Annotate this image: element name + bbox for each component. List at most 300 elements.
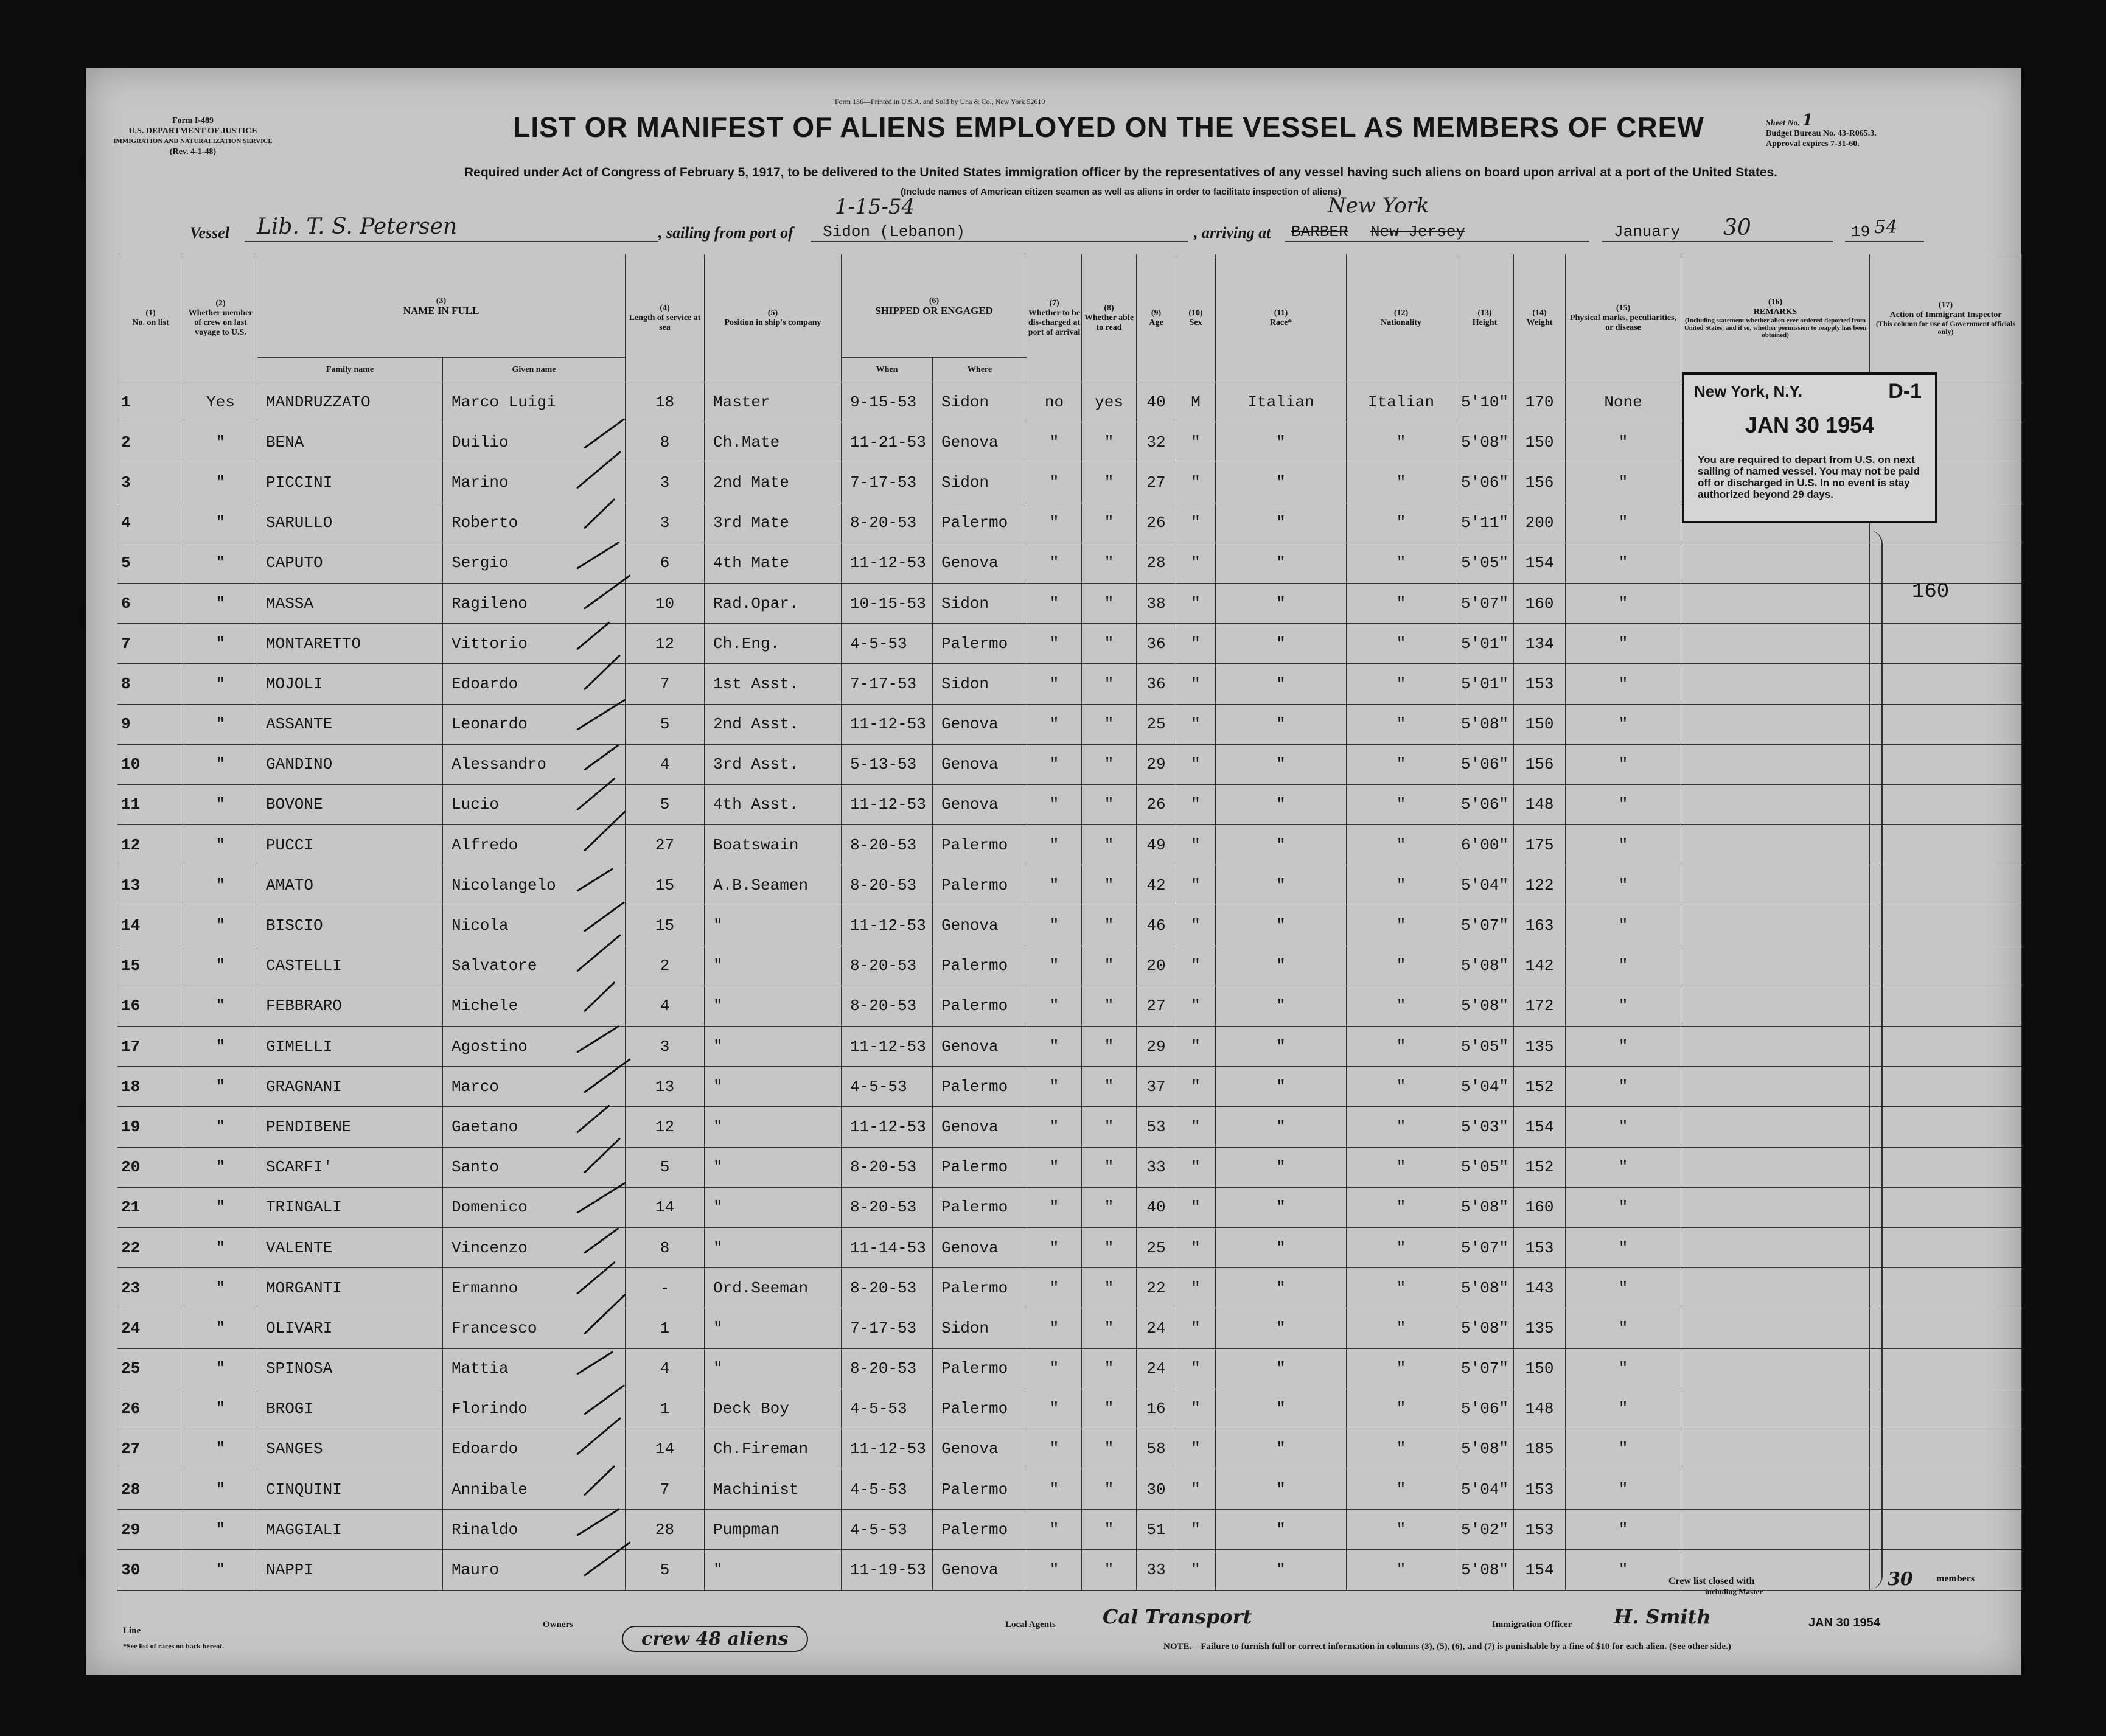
arrival-year: 54 (1874, 217, 1898, 238)
cell-race: " (1216, 905, 1347, 946)
cell-position: " (705, 1027, 842, 1067)
col-number: (12) (1393, 308, 1409, 318)
cell-nationality: " (1347, 543, 1456, 583)
cell-able-to-read: " (1082, 624, 1137, 664)
cell-length-of-service: 7 (626, 664, 705, 704)
cell-position: Rad.Opar. (705, 583, 842, 623)
cell-family-name: PENDIBENE (257, 1107, 443, 1147)
cell-weight: 154 (1514, 1107, 1566, 1147)
cell-given-name: Alfredo (443, 825, 626, 865)
cell-physical-marks: " (1566, 583, 1681, 623)
cell-race: " (1216, 543, 1347, 583)
cell-family-name: BROGI (257, 1389, 443, 1429)
cell-height: 5'05" (1456, 543, 1514, 583)
cell-shipped-where: Palermo (933, 825, 1027, 865)
cell-able-to-read: " (1082, 1227, 1137, 1267)
cell-given-name: Agostino (443, 1027, 626, 1067)
cell-family-name: SANGES (257, 1429, 443, 1469)
table-row (117, 865, 2022, 905)
cell-last-voyage: " (184, 1348, 257, 1389)
cell-last-voyage: " (184, 704, 257, 744)
cell-race: " (1216, 1067, 1347, 1107)
revision: (Rev. 4-1-48) (169, 147, 217, 156)
cell-length-of-service: 18 (626, 382, 705, 422)
cell-length-of-service: 12 (626, 1107, 705, 1147)
table-row (117, 583, 2022, 623)
cell-row-number: 18 (117, 1067, 184, 1107)
cell-row-number: 4 (117, 503, 184, 543)
cell-given-name: Gaetano (443, 1107, 626, 1147)
col-number: (8) (1104, 303, 1114, 313)
cell-given-name: Ermanno (443, 1268, 626, 1308)
port-of-sailing: Sidon (Lebanon) (823, 223, 966, 241)
cell-position: 3rd Asst. (705, 744, 842, 784)
stamp-text: You are required to depart from U.S. on next sailing of named vessel. You may not be paid off or discharged in U.S. In no event is stay authorized beyond 29 days. (1698, 454, 1920, 500)
cell-age: 40 (1137, 382, 1176, 422)
cell-able-to-read: " (1082, 744, 1137, 784)
cell-discharged: " (1027, 664, 1082, 704)
cell-physical-marks: " (1566, 946, 1681, 986)
cell-discharged: " (1027, 503, 1082, 543)
cell-given-name: Vincenzo (443, 1227, 626, 1267)
cell-position: Master (705, 382, 842, 422)
cell-shipped-when: 8-20-53 (842, 1348, 933, 1389)
cell-position: Ch.Mate (705, 422, 842, 462)
cell-remarks (1681, 825, 1870, 865)
cell-length-of-service: 5 (626, 784, 705, 824)
table-row (117, 1107, 2022, 1147)
cell-remarks (1681, 1027, 1870, 1067)
crew-body (117, 382, 2022, 1591)
cell-position: 2nd Asst. (705, 704, 842, 744)
cell-inspector-action (1870, 1429, 2022, 1469)
cell-row-number: 28 (117, 1469, 184, 1510)
cell-weight: 160 (1514, 583, 1566, 623)
cell-weight: 200 (1514, 503, 1566, 543)
cell-race: " (1216, 503, 1347, 543)
cell-shipped-where: Palermo (933, 624, 1027, 664)
cell-age: 22 (1137, 1268, 1176, 1308)
cell-discharged: " (1027, 1268, 1082, 1308)
cell-remarks (1681, 1187, 1870, 1227)
cell-weight: 156 (1514, 462, 1566, 503)
cell-sex: " (1176, 1429, 1216, 1469)
arrival-month: January (1614, 223, 1681, 241)
cell-shipped-where: Palermo (933, 1348, 1027, 1389)
table-row (117, 1187, 2022, 1227)
cell-age: 40 (1137, 1187, 1176, 1227)
cell-nationality: " (1347, 1067, 1456, 1107)
cell-given-name: Edoardo (443, 664, 626, 704)
cell-inspector-action (1870, 664, 2022, 704)
cell-length-of-service: 3 (626, 1027, 705, 1067)
cell-height: 5'08" (1456, 986, 1514, 1026)
cell-shipped-where: Genova (933, 1227, 1027, 1267)
col-name-in-full (257, 254, 626, 358)
cell-inspector-action (1870, 865, 2022, 905)
cell-discharged: " (1027, 825, 1082, 865)
cell-shipped-where: Palermo (933, 946, 1027, 986)
cell-physical-marks: " (1566, 1348, 1681, 1389)
cell-weight: 122 (1514, 865, 1566, 905)
cell-height: 5'06" (1456, 1389, 1514, 1429)
cell-inspector-action (1870, 1308, 2022, 1348)
cell-length-of-service: 12 (626, 624, 705, 664)
cell-length-of-service: 1 (626, 1308, 705, 1348)
cell-shipped-when: 4-5-53 (842, 1067, 933, 1107)
cell-discharged: " (1027, 1510, 1082, 1550)
cell-given-name: Edoardo (443, 1429, 626, 1469)
cell-height: 5'08" (1456, 1268, 1514, 1308)
col-label: No. on list (132, 318, 169, 327)
vessel-name: Lib. T. S. Petersen (257, 214, 458, 239)
cell-family-name: GANDINO (257, 744, 443, 784)
cell-length-of-service: 6 (626, 543, 705, 583)
cell-length-of-service: 15 (626, 905, 705, 946)
cell-inspector-action (1870, 784, 2022, 824)
cell-nationality: " (1347, 664, 1456, 704)
cell-sex: " (1176, 422, 1216, 462)
cell-age: 30 (1137, 1469, 1176, 1510)
col-height (1456, 254, 1514, 382)
cell-remarks (1681, 1308, 1870, 1348)
cell-nationality: " (1347, 1348, 1456, 1389)
underline (245, 241, 658, 242)
cell-nationality: " (1347, 503, 1456, 543)
cell-row-number: 30 (117, 1550, 184, 1590)
cell-able-to-read: " (1082, 946, 1137, 986)
cell-last-voyage: " (184, 865, 257, 905)
table-row (117, 1389, 2022, 1429)
cell-physical-marks: " (1566, 865, 1681, 905)
col-label: Age (1149, 318, 1163, 327)
underline (1845, 241, 1924, 242)
cell-height: 5'06" (1456, 744, 1514, 784)
cell-inspector-action (1870, 624, 2022, 664)
cell-weight: 152 (1514, 1067, 1566, 1107)
cell-shipped-when: 11-12-53 (842, 1027, 933, 1067)
cell-age: 36 (1137, 664, 1176, 704)
cell-able-to-read: " (1082, 905, 1137, 946)
cell-physical-marks: " (1566, 503, 1681, 543)
inspection-stamp (1682, 372, 1937, 523)
cell-inspector-action (1870, 1510, 2022, 1550)
cell-remarks (1681, 664, 1870, 704)
cell-able-to-read: " (1082, 503, 1137, 543)
cell-family-name: VALENTE (257, 1227, 443, 1267)
cell-family-name: BOVONE (257, 784, 443, 824)
cell-shipped-where: Sidon (933, 664, 1027, 704)
cell-age: 29 (1137, 1027, 1176, 1067)
col-physical-marks (1566, 254, 1681, 382)
cell-physical-marks: " (1566, 1027, 1681, 1067)
cell-race: " (1216, 1348, 1347, 1389)
cell-able-to-read: " (1082, 1147, 1137, 1187)
cell-length-of-service: 14 (626, 1429, 705, 1469)
cell-race: " (1216, 1469, 1347, 1510)
cell-sex: " (1176, 1147, 1216, 1187)
cell-weight: 175 (1514, 825, 1566, 865)
cell-remarks (1681, 1429, 1870, 1469)
cell-last-voyage: " (184, 905, 257, 946)
cell-length-of-service: 28 (626, 1510, 705, 1550)
cell-length-of-service: 14 (626, 1187, 705, 1227)
cell-last-voyage: " (184, 543, 257, 583)
cell-height: 5'07" (1456, 583, 1514, 623)
cell-length-of-service: 4 (626, 744, 705, 784)
annotation-160: 160 (1912, 580, 1950, 604)
cell-inspector-action (1870, 543, 2022, 583)
cell-last-voyage: " (184, 825, 257, 865)
cell-shipped-where: Palermo (933, 1389, 1027, 1429)
cell-weight: 152 (1514, 1147, 1566, 1187)
cell-remarks (1681, 946, 1870, 986)
cell-remarks (1681, 1268, 1870, 1308)
cell-given-name: Florindo (443, 1389, 626, 1429)
cell-row-number: 6 (117, 583, 184, 623)
cell-shipped-where: Palermo (933, 1268, 1027, 1308)
cell-given-name: Salvatore (443, 946, 626, 986)
cell-sex: " (1176, 825, 1216, 865)
page-title: LIST OR MANIFEST OF ALIENS EMPLOYED ON THE VESSEL AS MEMBERS OF CREW (513, 111, 1704, 143)
col-where: Where (933, 358, 1027, 382)
cell-able-to-read: " (1082, 704, 1137, 744)
cell-shipped-when: 8-20-53 (842, 503, 933, 543)
cell-inspector-action (1870, 1389, 2022, 1429)
cell-shipped-when: 8-20-53 (842, 1147, 933, 1187)
cell-remarks (1681, 784, 1870, 824)
cell-row-number: 22 (117, 1227, 184, 1267)
cell-given-name: Mauro (443, 1550, 626, 1590)
cell-discharged: " (1027, 422, 1082, 462)
cell-able-to-read: " (1082, 1389, 1137, 1429)
cell-inspector-action (1870, 1268, 2022, 1308)
cell-shipped-where: Sidon (933, 1308, 1027, 1348)
cell-given-name: Ragileno (443, 583, 626, 623)
owners-note: crew 48 aliens (622, 1626, 808, 1652)
cell-shipped-when: 8-20-53 (842, 865, 933, 905)
cell-family-name: SARULLO (257, 503, 443, 543)
cell-physical-marks: " (1566, 1469, 1681, 1510)
cell-shipped-when: 8-20-53 (842, 1268, 933, 1308)
cell-given-name: Alessandro (443, 744, 626, 784)
cell-nationality: " (1347, 1227, 1456, 1267)
officer-label: Immigration Officer (1492, 1620, 1572, 1630)
cell-length-of-service: 10 (626, 583, 705, 623)
cell-nationality: " (1347, 624, 1456, 664)
cell-shipped-when: 11-21-53 (842, 422, 933, 462)
cell-race: " (1216, 1147, 1347, 1187)
cell-shipped-when: 11-12-53 (842, 1429, 933, 1469)
cell-race: " (1216, 825, 1347, 865)
cell-sex: " (1176, 1348, 1216, 1389)
cell-shipped-when: 11-19-53 (842, 1550, 933, 1590)
cell-length-of-service: - (626, 1268, 705, 1308)
races-note: *See list of races on back hereof. (123, 1642, 225, 1650)
col-number: (3) (436, 296, 447, 305)
cell-given-name: Roberto (443, 503, 626, 543)
cell-family-name: PUCCI (257, 825, 443, 865)
cell-sex: " (1176, 744, 1216, 784)
cell-inspector-action (1870, 825, 2022, 865)
cell-discharged: " (1027, 1187, 1082, 1227)
cell-weight: 154 (1514, 543, 1566, 583)
cell-length-of-service: 3 (626, 503, 705, 543)
cell-height: 5'07" (1456, 1227, 1514, 1267)
cell-physical-marks: " (1566, 1107, 1681, 1147)
cell-nationality: " (1347, 1308, 1456, 1348)
col-age (1137, 254, 1176, 382)
col-label: Whether member of crew on last voyage to U.S. (188, 308, 253, 337)
cell-race: " (1216, 744, 1347, 784)
cell-row-number: 2 (117, 422, 184, 462)
cell-height: 5'01" (1456, 624, 1514, 664)
sheet-line (1766, 111, 1948, 130)
table-row (117, 1469, 2022, 1510)
cell-weight: 150 (1514, 422, 1566, 462)
cell-sex: " (1176, 664, 1216, 704)
col-sublabel: (Including statement whether alien ever ordered deported from United States, and if so, whether permission to reapply has been obtained) (1684, 316, 1867, 339)
cell-position: " (705, 1147, 842, 1187)
cell-row-number: 10 (117, 744, 184, 784)
col-label: Action of Immigrant Inspector (1889, 310, 2002, 319)
col-number: (5) (767, 308, 778, 318)
cell-length-of-service: 15 (626, 865, 705, 905)
cell-position: " (705, 986, 842, 1026)
cell-height: 5'01" (1456, 664, 1514, 704)
sheet-number: 1 (1802, 111, 1813, 130)
cell-inspector-action (1870, 986, 2022, 1026)
col-number: (10) (1188, 308, 1203, 318)
cell-position: 2nd Mate (705, 462, 842, 503)
cell-inspector-action (1870, 1027, 2022, 1067)
arriving-handwritten: New York (1328, 193, 1429, 218)
cell-height: 6'00" (1456, 825, 1514, 865)
cell-shipped-when: 11-12-53 (842, 905, 933, 946)
cell-shipped-where: Genova (933, 1550, 1027, 1590)
cell-position: Pumpman (705, 1510, 842, 1550)
cell-shipped-when: 11-12-53 (842, 704, 933, 744)
cell-nationality: " (1347, 946, 1456, 986)
cell-physical-marks: " (1566, 744, 1681, 784)
col-position (705, 254, 842, 382)
cell-physical-marks: " (1566, 543, 1681, 583)
cell-race: " (1216, 784, 1347, 824)
col-number: (13) (1477, 308, 1492, 318)
cell-inspector-action (1870, 744, 2022, 784)
cell-shipped-when: 11-12-53 (842, 784, 933, 824)
cell-discharged: no (1027, 382, 1082, 422)
cell-sex: " (1176, 1027, 1216, 1067)
cell-physical-marks: " (1566, 784, 1681, 824)
cell-race: " (1216, 946, 1347, 986)
col-number: (11) (1274, 308, 1288, 318)
cell-age: 32 (1137, 422, 1176, 462)
cell-nationality: " (1347, 986, 1456, 1026)
cell-shipped-when: 9-15-53 (842, 382, 933, 422)
cell-sex: " (1176, 1107, 1216, 1147)
cell-shipped-when: 5-13-53 (842, 744, 933, 784)
cell-remarks (1681, 583, 1870, 623)
cell-physical-marks: " (1566, 624, 1681, 664)
cell-given-name: Francesco (443, 1308, 626, 1348)
cell-height: 5'02" (1456, 1510, 1514, 1550)
col-number: (14) (1532, 308, 1547, 318)
cell-sex: M (1176, 382, 1216, 422)
cell-weight: 135 (1514, 1027, 1566, 1067)
cell-last-voyage: " (184, 1187, 257, 1227)
col-remarks (1681, 254, 1870, 382)
cell-race: " (1216, 986, 1347, 1026)
cell-row-number: 26 (117, 1389, 184, 1429)
cell-position: A.B.Seamen (705, 865, 842, 905)
cell-shipped-when: 4-5-53 (842, 1510, 933, 1550)
cell-nationality: " (1347, 1510, 1456, 1550)
cell-last-voyage: " (184, 1510, 257, 1550)
cell-able-to-read: " (1082, 1429, 1137, 1469)
cell-last-voyage: " (184, 1027, 257, 1067)
cell-able-to-read: " (1082, 1510, 1137, 1550)
col-number: (6) (929, 296, 940, 305)
cell-height: 5'08" (1456, 704, 1514, 744)
cell-able-to-read: " (1082, 664, 1137, 704)
service-name: IMMIGRATION AND NATURALIZATION SERVICE (113, 138, 273, 145)
table-row (117, 905, 2022, 946)
cell-race: Italian (1216, 382, 1347, 422)
cell-length-of-service: 1 (626, 1389, 705, 1429)
cell-height: 5'03" (1456, 1107, 1514, 1147)
table-row (117, 1067, 2022, 1107)
cell-shipped-when: 8-20-53 (842, 1187, 933, 1227)
cell-physical-marks: " (1566, 1147, 1681, 1187)
cell-sex: " (1176, 1550, 1216, 1590)
cell-row-number: 21 (117, 1187, 184, 1227)
cell-remarks (1681, 704, 1870, 744)
cell-able-to-read: yes (1082, 382, 1137, 422)
cell-row-number: 9 (117, 704, 184, 744)
owners-label: Owners (543, 1620, 573, 1630)
cell-shipped-when: 4-5-53 (842, 1389, 933, 1429)
cell-shipped-where: Genova (933, 422, 1027, 462)
cell-race: " (1216, 1027, 1347, 1067)
sheet-block (1766, 111, 1948, 149)
cell-length-of-service: 8 (626, 1227, 705, 1267)
cell-race: " (1216, 1550, 1347, 1590)
cell-sex: " (1176, 784, 1216, 824)
cell-physical-marks: " (1566, 825, 1681, 865)
cell-age: 58 (1137, 1429, 1176, 1469)
cell-remarks (1681, 1510, 1870, 1550)
cell-row-number: 14 (117, 905, 184, 946)
cell-row-number: 24 (117, 1308, 184, 1348)
cell-shipped-where: Palermo (933, 1510, 1027, 1550)
table-row (117, 664, 2022, 704)
cell-last-voyage: " (184, 1147, 257, 1187)
cell-physical-marks: " (1566, 1429, 1681, 1469)
cell-family-name: GIMELLI (257, 1027, 443, 1067)
cell-position: 3rd Mate (705, 503, 842, 543)
cell-last-voyage: " (184, 1268, 257, 1308)
cell-shipped-when: 8-20-53 (842, 946, 933, 986)
cell-nationality: " (1347, 583, 1456, 623)
underline (1602, 241, 1833, 242)
cell-physical-marks: " (1566, 422, 1681, 462)
cell-height: 5'10" (1456, 382, 1514, 422)
cell-race: " (1216, 664, 1347, 704)
cell-weight: 153 (1514, 1469, 1566, 1510)
cell-sex: " (1176, 1268, 1216, 1308)
cell-shipped-when: 8-20-53 (842, 825, 933, 865)
